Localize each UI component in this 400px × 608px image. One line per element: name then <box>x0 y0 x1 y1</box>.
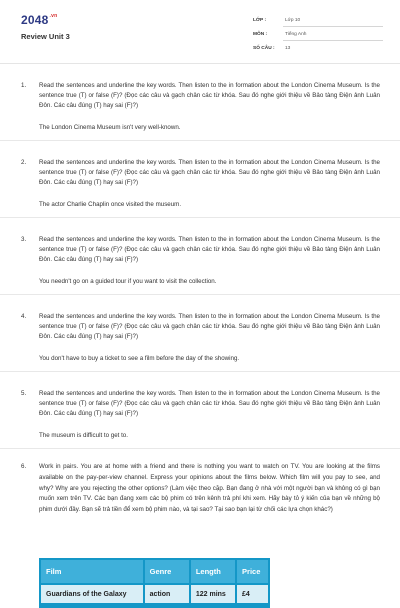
question-prompt: Read the sentences and underline the key words. Then listen to the in formation about the London Cinema Museum. Is the sentence true (T) or false (F)? (Đọc các câu và gạch chân các từ khóa. Sau đó nghe giới thiệu về Bảo tàng Điện ảnh Luân Đôn. Các câu đúng (T) hay sai (F)?) <box>39 159 380 186</box>
question-item <box>0 372 400 449</box>
meta-class-value: Lớp 10 <box>285 18 301 23</box>
question-statement: You don't have to buy a ticket to see a film before the day of the showing. <box>39 355 240 362</box>
question-number: 1. <box>21 82 27 89</box>
question-prompt: Read the sentences and underline the key words. Then listen to the in formation about the London Cinema Museum. Is the sentence true (T) or false (F)? (Đọc các câu và gạch chân các từ khóa. Sau đó nghe giới thiệu về Bảo tàng Điện ảnh Luân Đôn. Các câu đúng (T) hay sai (F)?) <box>39 236 380 263</box>
question-number: 4. <box>21 313 27 320</box>
question-item <box>0 64 400 141</box>
column-header-genre: Genre <box>145 560 189 583</box>
table-row <box>41 585 268 603</box>
meta-divider <box>283 40 383 41</box>
meta-divider <box>283 26 383 27</box>
question-prompt: Work in pairs. You are at home with a friend and there is nothing you want to watch on TV. You are looking at the films available on the pay-per-view channel. Express your opinions about the films below. Which film will you pay to see, and why? Why are you rejecting the other options? (Làm việc theo cặp. Bạn đang ở nhà với một người bạn và không có gì bạn muốn xem trên TV. Các bạn đang xem các bộ phim có trên kênh trả phí khi xem. Hãy bày tỏ ý kiến của bạn về những bộ phim dưới đây. Bạn sẽ trả tiền để xem bộ phim nào, và tại sao? Tại sao bạn lại từ chối các lựa chọn khác?) <box>39 463 380 514</box>
question-number: 2. <box>21 159 27 166</box>
question-prompt: Read the sentences and underline the key words. Then listen to the in formation about the London Cinema Museum. Is the sentence true (T) or false (F)? (Đọc các câu và gạch chân các từ khóa. Sau đó nghe giới thiệu về Bảo tàng Điện ảnh Luân Đôn. Các câu đúng (T) hay sai (F)?) <box>39 82 380 109</box>
question-statement: You needn't go on a guided tour if you want to visit the collection. <box>39 278 217 285</box>
meta-class-label: LỚP : <box>253 18 267 23</box>
question-prompt: Read the sentences and underline the key words. Then listen to the in formation about the London Cinema Museum. Is the sentence true (T) or false (F)? (Đọc các câu và gạch chân các từ khóa. Sau đó nghe giới thiệu về Bảo tàng Điện ảnh Luân Đôn. Các câu đúng (T) hay sai (F)?) <box>39 313 380 340</box>
table-header-row <box>41 560 268 583</box>
meta-class <box>253 18 383 30</box>
question-number: 5. <box>21 390 27 397</box>
logo-text: 2048 <box>21 13 49 27</box>
question-statement: The London Cinema Museum isn't very well-known. <box>39 124 181 131</box>
meta-question-count <box>253 46 383 58</box>
meta-subject-value: Tiếng Anh <box>285 32 307 37</box>
site-logo[interactable] <box>21 13 57 27</box>
question-number: 6. <box>21 463 27 470</box>
question-prompt: Read the sentences and underline the key words. Then listen to the in formation about the London Cinema Museum. Is the sentence true (T) or false (F)? (Đọc các câu và gạch chân các từ khóa. Sau đó nghe giới thiệu về Bảo tàng Điện ảnh Luân Đôn. Các câu đúng (T) hay sai (F)?) <box>39 390 380 417</box>
worksheet-header <box>0 0 400 64</box>
logo-suffix: .vn <box>49 13 58 19</box>
question-number: 3. <box>21 236 27 243</box>
cell-genre: action <box>145 585 189 603</box>
question-item <box>0 295 400 372</box>
question-statement: The actor Charlie Chaplin once visited the museum. <box>39 201 182 208</box>
column-header-length: Length <box>191 560 235 583</box>
column-header-price: Price <box>237 560 268 583</box>
question-item <box>0 449 400 539</box>
meta-count-value: 13 <box>285 46 291 51</box>
question-item <box>0 141 400 218</box>
meta-count-label: SỐ CÂU : <box>253 46 275 51</box>
cell-film: Guardians of the Galaxy <box>41 585 143 603</box>
cell-price: £4 <box>237 585 268 603</box>
cell-length: 122 mins <box>191 585 235 603</box>
question-statement: The museum is difficult to get to. <box>39 432 128 439</box>
meta-subject-label: MÔN : <box>253 32 268 37</box>
meta-subject <box>253 32 383 44</box>
page-title: Review Unit 3 <box>21 32 70 41</box>
column-header-film: Film <box>41 560 143 583</box>
film-table <box>39 558 270 608</box>
question-item <box>0 218 400 295</box>
